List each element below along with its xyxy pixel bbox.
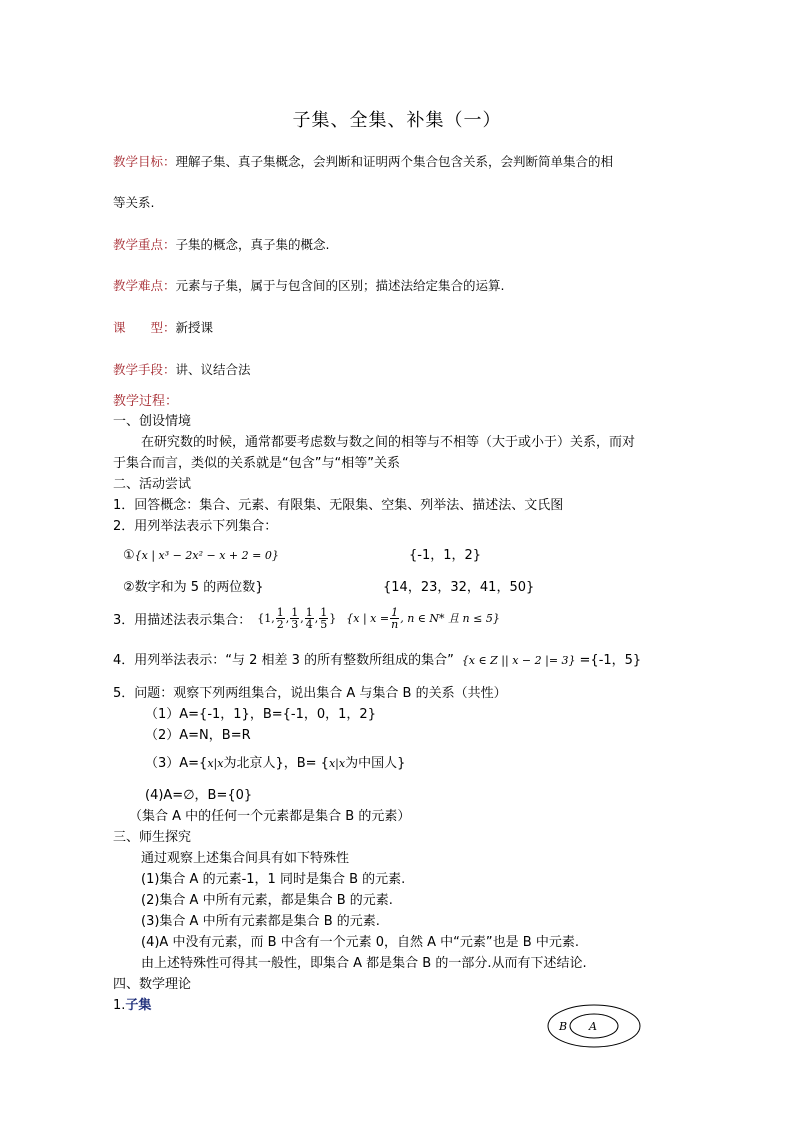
section-3-line-3: (3)集合 A 中所有元素都是集合 B 的元素. (141, 914, 380, 929)
section-1-paragraph-cont: 于集合而言，类似的关系就是“包含”与“相等”关系 (113, 456, 400, 471)
sub-1-answer: {-1，1，2} (409, 548, 482, 563)
item-3-answer-post: , n ∈ N* 且 n ≤ 5} (400, 612, 500, 625)
section-3-line-1: (1)集合 A 的元素-1，1 同时是集合 B 的元素. (141, 872, 406, 887)
section-2-heading: 二、活动尝试 (113, 477, 192, 492)
key-label: 教学重点： (113, 237, 176, 252)
item-5-2: （2）A=N，B=R (145, 728, 251, 743)
circled-1: ① (123, 548, 135, 563)
item-4-text: 4．用列举法表示：“与 2 相差 3 的所有整数所组成的集合” (113, 653, 454, 668)
means-text: 讲、议结合法 (175, 362, 251, 377)
goal-label: 教学目标： (113, 154, 176, 169)
subset-title: 子集 (125, 998, 152, 1013)
goal-text: 理解子集、真子集概念，会判断和证明两个集合包含关系，会判断简单集合的相 (175, 154, 614, 169)
item-5-note: （集合 A 中的任何一个元素都是集合 B 的元素） (129, 809, 411, 824)
item-5-3: （3）A={x|x为北京人}，B= {x|x为中国人} (145, 756, 406, 771)
subset-heading: 1.子集 (113, 998, 152, 1013)
set-b-label: B (559, 1020, 568, 1033)
item-1: 1．回答概念：集合、元素、有限集、无限集、空集、列举法、描述法、文氏图 (113, 498, 564, 513)
process-label: 教学过程： (113, 394, 179, 409)
means-line (113, 360, 251, 378)
key-line (113, 235, 330, 253)
item-3 (113, 601, 500, 635)
item-2-sub-2: ②数字和为 5 的两位数} (123, 580, 264, 595)
equation-set: {x | x³ − 2x² − x + 2 = 0} (134, 549, 279, 562)
venn-diagram (546, 1003, 644, 1049)
section-3-intro: 通过观察上述集合间具有如下特殊性 (141, 851, 350, 866)
item-5: 5．问题：观察下列两组集合，说出集合 A 与集合 B 的关系（共性） (113, 686, 507, 701)
set-a-label: A (589, 1020, 597, 1033)
goal-text-cont: 等关系. (113, 195, 155, 210)
difficulty-line (113, 276, 505, 294)
section-3-line-5: 由上述特殊性可得其一般性，即集合 A 都是集合 B 的一部分.从而有下述结论. (141, 956, 587, 971)
item-4 (113, 649, 641, 668)
fraction: $\frac{1}{4}$ (305, 605, 313, 631)
section-3-line-2: (2)集合 A 中所有元素，都是集合 B 的元素. (141, 893, 393, 908)
item-3-fractions: $\frac{1}{2}$ , $\frac{1}{3}$ , $\frac{1}{4}$ , $\frac{1}{5}$ (276, 605, 328, 631)
section-3-line-4: (4)A 中没有元素，而 B 中含有一个元素 0，自然 A 中“元素”也是 B 中元素. (141, 935, 579, 950)
item-2: 2．用列举法表示下列集合： (113, 519, 278, 534)
section-1-heading: 一、创设情境 (113, 414, 192, 429)
page-title: 子集、全集、补集（一） (292, 110, 502, 131)
section-1-paragraph: 在研究数的时候，通常都要考虑数与数之间的相等与不相等（大于或小于）关系，而对 (141, 435, 636, 450)
key-text: 子集的概念，真子集的概念. (175, 237, 330, 252)
item-3-set-open: {1, (257, 611, 275, 625)
item-4-math: {x ∈ Z || x − 2 |= 3} (461, 654, 576, 667)
section-4-heading: 四、数学理论 (113, 977, 192, 992)
type-label: 课 型： (113, 320, 176, 335)
section-3-heading: 三、师生探究 (113, 830, 192, 845)
item-3-set-close: } (329, 611, 337, 625)
difficulty-label: 教学难点： (113, 278, 176, 293)
item-5-1: （1）A={-1，1}，B={-1，0，1，2} (145, 707, 376, 722)
type-line (113, 318, 213, 336)
item-5-4: (4)A=∅，B={0} (145, 788, 253, 803)
item-3-answer-fraction: $\frac{1}{n}$ (391, 605, 399, 631)
item-4-answer: ={-1，5} (579, 653, 642, 668)
means-label: 教学手段： (113, 362, 176, 377)
item-3-label: 3．用描述法表示集合： (113, 612, 252, 628)
goal-line (113, 152, 613, 170)
difficulty-text: 元素与子集，属于与包含间的区别；描述法给定集合的运算. (175, 278, 505, 293)
type-text: 新授课 (175, 320, 214, 335)
fraction: $\frac{1}{2}$ (276, 605, 284, 631)
fraction: $\frac{1}{5}$ (320, 605, 328, 631)
item-2-sub-1 (123, 544, 279, 563)
item-3-answer-pre: {x | x = (346, 611, 390, 625)
fraction: $\frac{1}{3}$ (291, 605, 299, 631)
sub-2-answer: {14，23，32，41，50} (383, 580, 535, 595)
